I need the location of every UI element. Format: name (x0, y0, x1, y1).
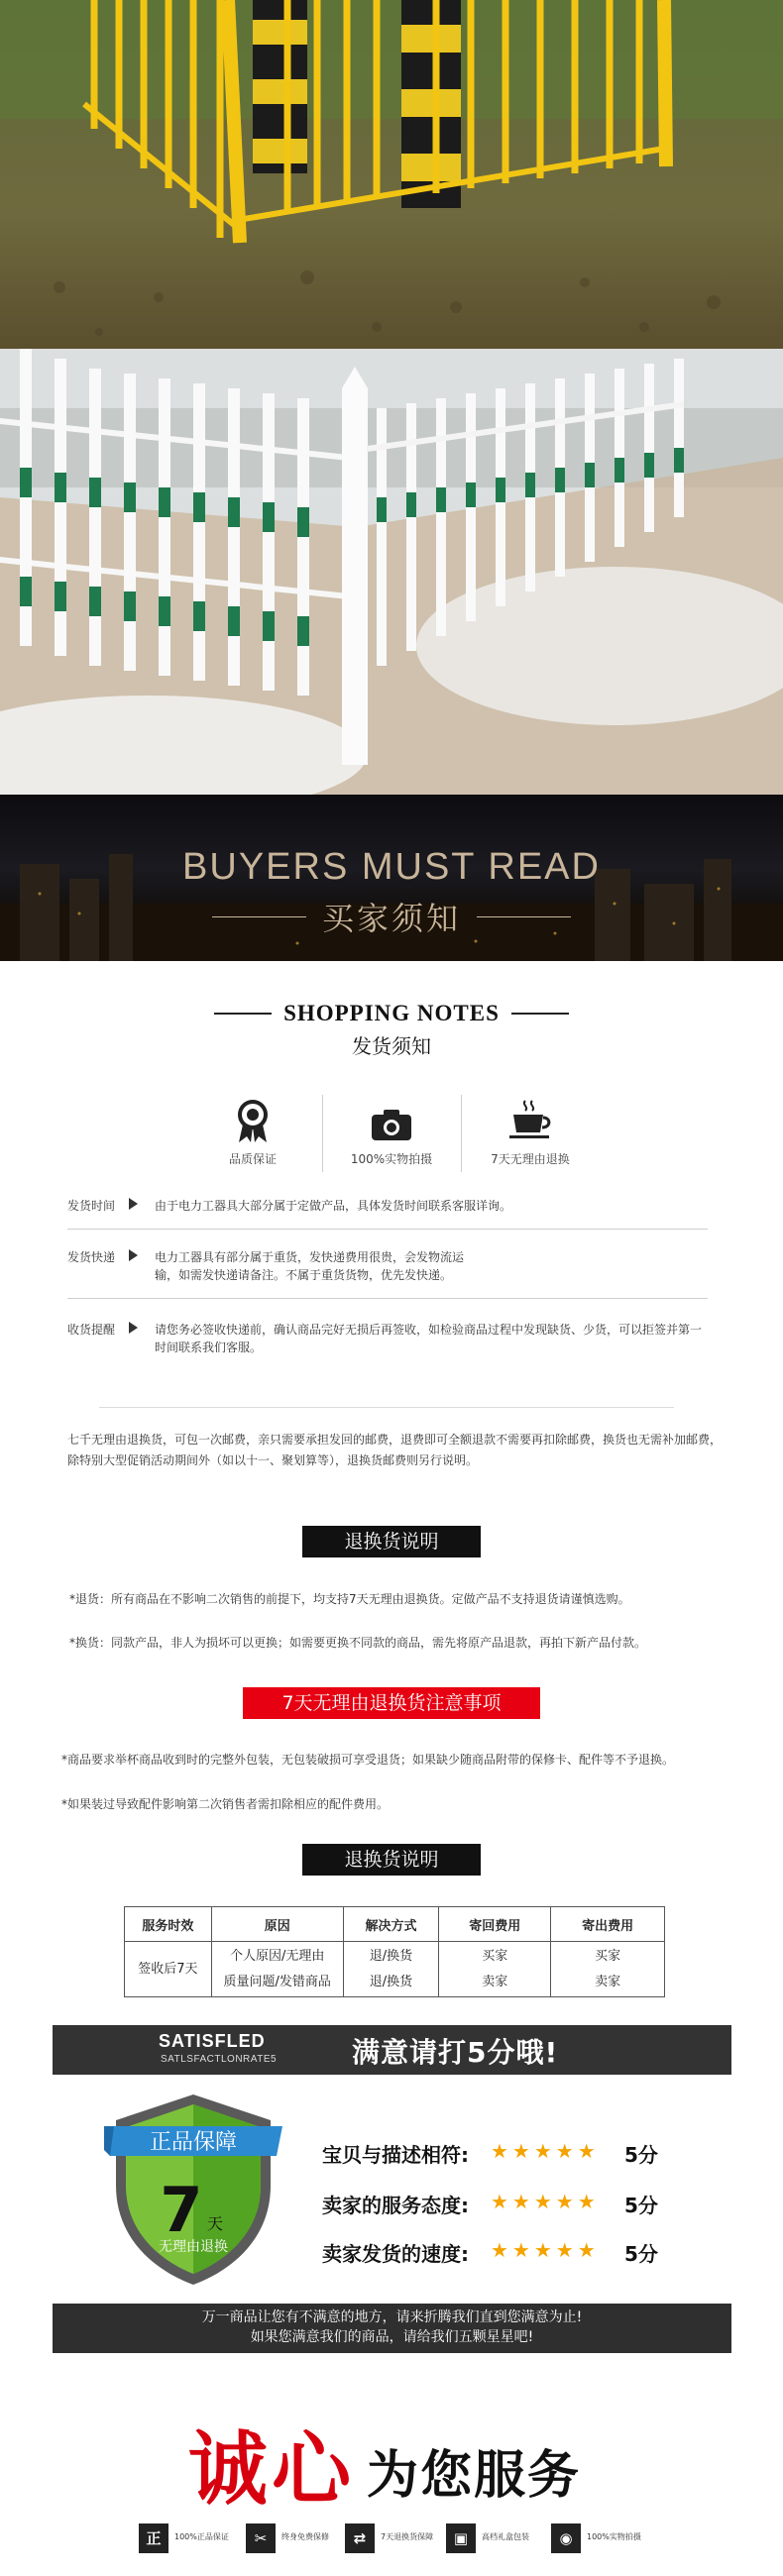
shipping-notes-subtitle: 发货须知 (352, 1034, 431, 1058)
divider (212, 916, 306, 917)
return-section-title: 退换货说明 (302, 1526, 481, 1557)
message-line-2: 如果您满意我们的商品，请给我们五颗星星吧! (250, 2329, 534, 2345)
feature-label: 品质保证 (228, 1152, 277, 1166)
yellow-fence-illustration (0, 0, 783, 349)
table-cell (551, 1942, 665, 1997)
feature-label: 100%实物拍摄 (350, 1152, 433, 1166)
row-value: 由于电力工器具大部分属于定做产品，具体发货时间联系客服详询。 (155, 1199, 512, 1213)
tools-icon: ✂ (246, 2523, 276, 2553)
rating-score: 5分 (624, 2194, 658, 2217)
shipping-row-time (67, 1197, 708, 1217)
rating-score: 5分 (624, 2143, 658, 2167)
seven-day-line-2: *如果装过导致配件影响第二次销售者需扣除相应的配件费用。 (61, 1797, 390, 1811)
serve-black-text: 为您服务 (367, 2446, 582, 2506)
table-row (125, 1942, 665, 1997)
seven-day-title: 7天无理由退换货注意事项 (243, 1687, 540, 1719)
star-rating-icon: ★★★★★ (491, 2139, 600, 2163)
shipping-note-paragraph: 七千无理由退换货，可包一次邮费，亲只需要承担发回的邮费，退费即可全额退款不需要再扣除邮费，换货也无需补加邮费，除特别大型促销活动期间外（如以十一、聚划算等），退换货邮费则另行说明。 (67, 1433, 723, 1467)
table-cell: 签收后7天 (125, 1942, 212, 1997)
table-header: 解决方式 (343, 1907, 439, 1942)
banner-title-zh: 买家须知 (321, 900, 461, 937)
rating-description (322, 2137, 719, 2167)
table-cell (211, 1942, 343, 1997)
rating-shipping-speed (322, 2236, 719, 2266)
white-green-fence-photo (0, 349, 783, 795)
shield-bottom-text: 无理由退换 (159, 2239, 228, 2255)
star-rating-icon: ★★★★★ (491, 2238, 600, 2262)
shield-unit: 天 (206, 2214, 224, 2233)
divider (99, 1407, 674, 1408)
cell-line: 退/换货 (369, 1948, 413, 1964)
white-fence-illustration (0, 349, 783, 795)
divider (67, 1298, 708, 1299)
camera-icon: ◉ (551, 2523, 581, 2553)
cell-line: 买家 (595, 1948, 621, 1964)
rating-label: 卖家发货的速度: (322, 2242, 469, 2266)
feature-7day-return (461, 1095, 600, 1172)
rating-score: 5分 (624, 2242, 658, 2266)
table-header: 寄回费用 (439, 1907, 551, 1942)
shipping-row-receipt (67, 1321, 708, 1360)
buyers-must-read-banner (0, 795, 783, 961)
divider (511, 1013, 569, 1015)
cell-line: 个人原因/无理由 (230, 1948, 325, 1964)
message-line-1: 万一商品让您有不满意的地方，请来折腾我们直到您满意为止! (201, 2309, 583, 2325)
feature-real-photo (322, 1095, 461, 1172)
return-line-refund: *退货：所有商品在不影响二次销售的前提下，均支持7天无理由退换货。定做产品不支持退货请谨慎选购。 (69, 1592, 630, 1606)
cell-line: 买家 (482, 1948, 508, 1964)
row-value: 请您务必签收快递前，确认商品完好无损后再签收，如检验商品过程中发现缺货、少货，可以拒签并第一时间联系我们客服。 (155, 1323, 703, 1354)
row-key: 发货时间 (67, 1199, 116, 1213)
rating-label: 卖家的服务态度: (322, 2194, 469, 2217)
cell-line: 质量问题/发错商品 (223, 1974, 331, 1989)
guarantee-label: 100%实物拍摄 (587, 2532, 641, 2541)
return-policy-table (124, 1906, 665, 1997)
divider (477, 916, 571, 917)
gift-box-icon: ▣ (446, 2523, 476, 2553)
table-header: 原因 (211, 1907, 343, 1942)
guarantee-label: 100%正品保证 (174, 2532, 229, 2541)
camera-icon (370, 1107, 413, 1142)
award-icon (233, 1099, 273, 1144)
shipping-row-express (67, 1248, 708, 1288)
guarantee-label: 终身免费保修 (281, 2532, 329, 2541)
sincere-service-banner (0, 2398, 783, 2516)
satisfied-title-en: SATISFLED (159, 2031, 266, 2051)
rating-service (322, 2188, 719, 2217)
banner-subtitle-row (0, 894, 783, 939)
table-header: 服务时效 (125, 1907, 212, 1942)
coffee-cup-icon (507, 1099, 553, 1140)
cell-line: 卖家 (482, 1974, 508, 1989)
shield-top-text: 正品保障 (149, 2130, 238, 2155)
rating-label: 宝贝与描述相符: (322, 2143, 469, 2167)
satisfied-subtitle-en: SATLSFACTLONRATE5 (161, 2054, 278, 2065)
exchange-icon: ⇄ (345, 2523, 375, 2553)
divider (214, 1013, 272, 1015)
table-cell (439, 1942, 551, 1997)
feature-label: 7天无理由退换 (491, 1152, 570, 1166)
feature-quality (183, 1095, 322, 1172)
cell-line: 退/换货 (369, 1974, 413, 1989)
shipping-notes-heading (0, 1001, 783, 1026)
divider (67, 1229, 708, 1230)
row-key: 收货提醒 (67, 1323, 116, 1337)
star-rating-icon: ★★★★★ (491, 2190, 600, 2213)
table-header: 寄出费用 (551, 1907, 665, 1942)
guarantee-label: 7天退换货保障 (381, 2532, 434, 2541)
table-cell (343, 1942, 439, 1997)
play-arrow-icon (129, 1322, 138, 1334)
satisfaction-message-bar (53, 2304, 731, 2353)
shield-number: 7 (160, 2174, 203, 2246)
return-line-exchange: *换货：同款产品，非人为损坏可以更换；如需要更换不同款的商品，需先将原产品退款，再拍下新产品付款。 (69, 1636, 647, 1650)
serve-red-text: 诚心 (188, 2422, 355, 2516)
shipping-notes-title: SHOPPING NOTES (283, 1001, 500, 1025)
satisfied-title-zh: 满意请打5分哦! (352, 2036, 559, 2069)
play-arrow-icon (129, 1198, 138, 1210)
row-value: 电力工器具有部分属于重货，发快递费用很贵，会发物流运输，如需发快递请备注。不属于重货货物，优先发快递。 (155, 1250, 465, 1282)
return-table-title: 退换货说明 (302, 1844, 481, 1876)
table-header-row (125, 1907, 665, 1942)
guarantee-icon-strip (139, 2519, 694, 2558)
genuine-icon: 正 (139, 2523, 168, 2553)
yellow-fence-photo (0, 0, 783, 349)
shield-badge-icon (104, 2091, 282, 2289)
banner-title-en: BUYERS MUST READ (182, 846, 601, 888)
seven-day-line-1: *商品要求举杯商品收到时的完整外包装，无包装破损可享受退货；如果缺少随商品附带的保修卡、配件等不予退换。 (61, 1753, 675, 1767)
cell-line: 卖家 (595, 1974, 621, 1989)
play-arrow-icon (129, 1249, 138, 1261)
guarantee-label: 高档礼盒包装 (482, 2532, 529, 2541)
row-key: 发货快递 (67, 1250, 116, 1264)
